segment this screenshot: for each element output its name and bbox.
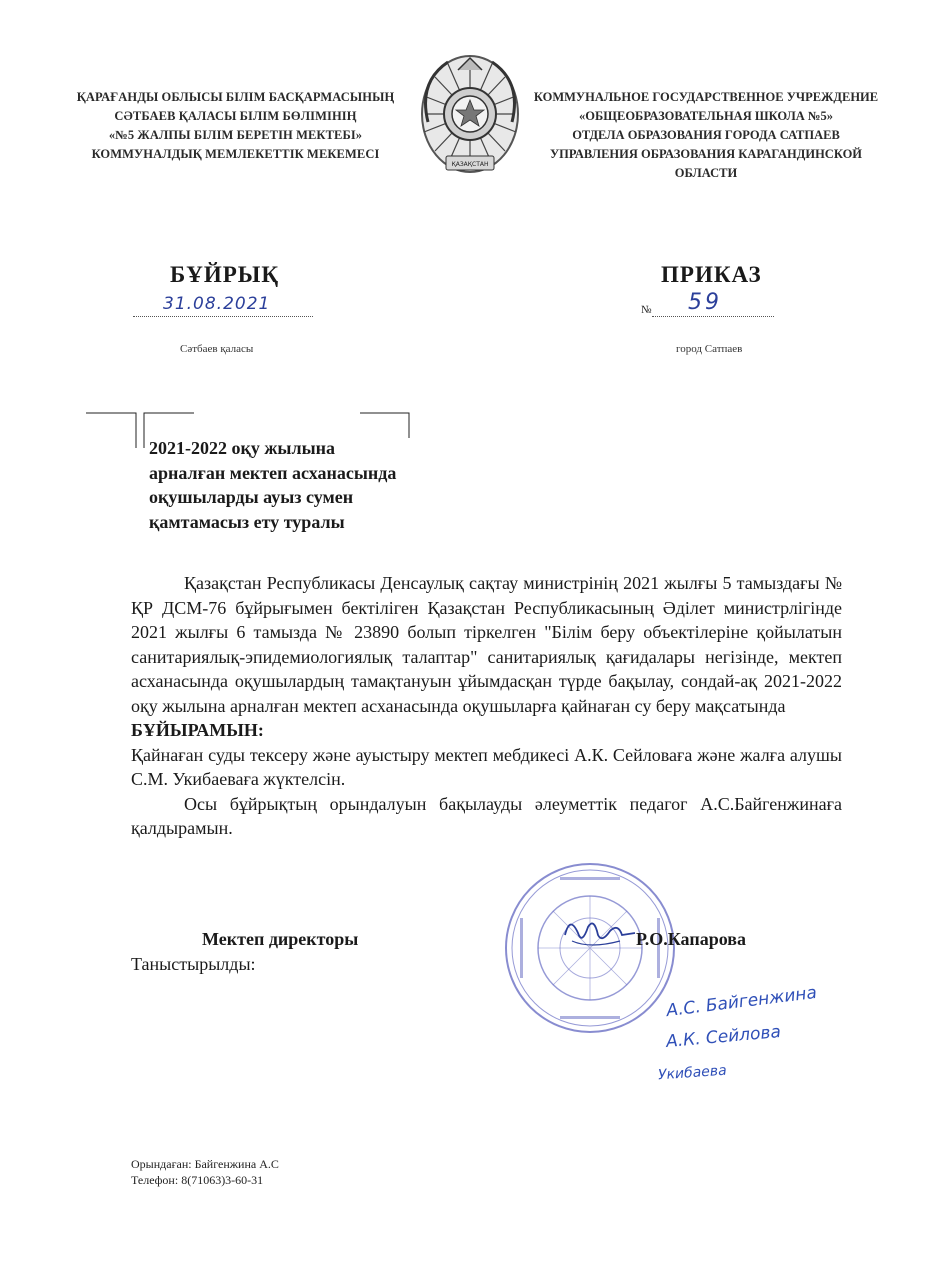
executor-line: Орындаған: Байгенжина А.С <box>131 1157 279 1171</box>
number-prefix: № <box>641 304 652 316</box>
emblem-text: ҚАЗАҚСТАН <box>451 161 489 168</box>
document-footer <box>131 1156 279 1188</box>
header-ru-line: «ОБЩЕОБРАЗОВАТЕЛЬНАЯ ШКОЛА №5» <box>579 109 833 123</box>
handwritten-signature-1: А.С. Байгенжина <box>665 982 818 1022</box>
kazakhstan-state-emblem-icon <box>418 52 523 187</box>
body-paragraph-2: Қайнаған суды тексеру және ауыстыру мектеп мебдикесі А.К. Сейловаға және жалға алушы С.М. Укибаеваға жүктелсін. <box>131 744 842 789</box>
subject-line: 2021-2022 оқу жылына <box>149 438 335 458</box>
handwritten-signature-3: Укибаева <box>657 1062 728 1084</box>
header-ru-line: УПРАВЛЕНИЯ ОБРАЗОВАНИЯ КАРАГАНДИНСКОЙ <box>549 147 863 161</box>
header-org-kz <box>58 88 413 164</box>
city-kz: Сәтбаев қаласы <box>180 343 254 355</box>
phone-line: Телефон: 8(71063)3-60-31 <box>131 1173 264 1187</box>
subject-line: оқушыларды ауыз сумен <box>149 487 354 507</box>
header-ru-line: ОТДЕЛА ОБРАЗОВАНИЯ ГОРОДА САТПАЕВ <box>572 128 840 142</box>
body-paragraph-1: Қазақстан Республикасы Денсаулық сақтау министрінің 2021 жылғы 5 тамыздағы № ҚР ДСМ-76 бұйрығымен бектіліген Қазақстан Республикасының Әділет министрлігінде 2021 жылғы 6 тамызда № 23890 болып тіркелген "Білім беру объектілеріне қойылатын санитариялық-эпидемиологиялық талаптар" санитариялық қағидалары негізінде, мектеп асханасында оқушылардың тамақтануын ұйымдасқан түрде бақылау, сондай-ақ 2021-2022 оқу жылына арналған мектеп асханасында оқушыларға қайнаған су беру мақсатында <box>131 573 842 716</box>
header-org-ru <box>525 88 887 183</box>
director-name: Р.О.Капарова <box>636 929 746 949</box>
header-kz-line: ҚАРАҒАНДЫ ОБЛЫСЫ БІЛІМ БАСҚАРМАСЫНЫҢ <box>76 90 395 104</box>
header-ru-line: КОММУНАЛЬНОЕ ГОСУДАРСТВЕННОЕ УЧРЕЖДЕНИЕ <box>533 90 879 104</box>
header-kz-line: СӘТБАЕВ ҚАЛАСЫ БІЛІМ БӨЛІМІНІҢ <box>114 109 357 123</box>
order-title-kz: БҰЙРЫҚ <box>170 262 280 287</box>
header-kz-line: КОММУНАЛДЫҚ МЕМЛЕКЕТТІК МЕКЕМЕСІ <box>91 147 380 161</box>
header-ru-line: ОБЛАСТИ <box>674 166 738 180</box>
director-signature-icon <box>560 905 640 955</box>
city-ru: город Сатпаев <box>676 343 743 355</box>
order-body <box>131 571 842 841</box>
subject-line: арналған мектеп асханасында <box>149 462 397 483</box>
order-number: 59 <box>688 290 722 315</box>
handwritten-signature-2: А.К. Сейлова <box>665 1022 782 1052</box>
body-paragraph-3: Осы бұйрықтың орындалуын бақылауды әлеуметтік педагог А.С.Байгенжинаға қалдырамын. <box>131 793 842 838</box>
header-kz-line: «№5 ЖАЛПЫ БІЛІМ БЕРЕТІН МЕКТЕБІ» <box>108 128 363 142</box>
director-position: Мектеп директоры <box>202 929 359 949</box>
order-title-ru: ПРИКАЗ <box>661 262 762 287</box>
order-word: БҰЙЫРАМЫН: <box>131 720 264 740</box>
order-subject <box>149 436 469 534</box>
acquainted-label: Таныстырылды: <box>131 954 256 974</box>
subject-line: қамтамасыз ету туралы <box>149 511 345 532</box>
order-date: 31.08.2021 <box>163 294 271 314</box>
